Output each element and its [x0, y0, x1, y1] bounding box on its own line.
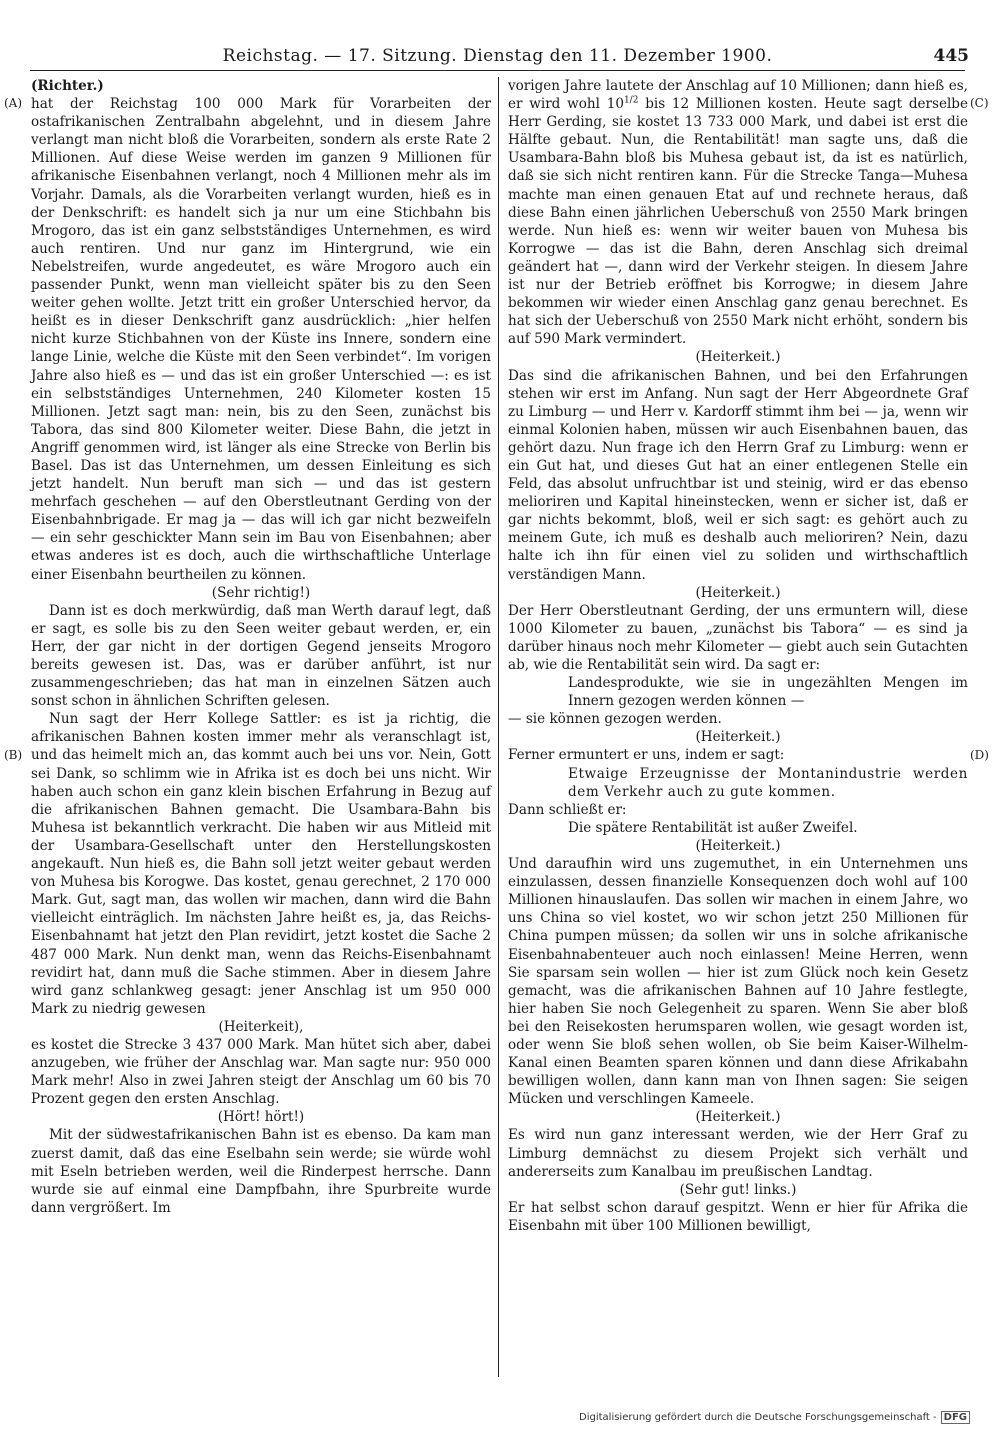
- text-part: bis 12 Millionen kosten. Heute sagt derselbe Herr Gerding, sie kostet 13 733 000 Mark, und dabei ist erst die Hälfte gebaut. Nun, die Rentabilität! man sagte uns, daß die Usambara-Bahn bloß bis Muhesa gebaut ist, da ist es natürlich, daß sie sich nicht rentiren kann. Für die Strecke Tanga—Muhesa machte man einen genauen Etat auf und rechnete heraus, daß diese Bahn einen jährlichen Ueberschuß von 2550 Mark bringen werde. Nun hieß es: wenn wir weiter bauen von Muhesa bis Korrogwe — das ist die Bahn, deren Anschlag sich dreimal geändert hat —, dann wird der Verkehr steigen. In diesem Jahre ist nur der Betrieb eröffnet bis Korrogwe; in diesem Jahre bekommen wir wieder einen Anschlag ganz genau berechnet. Es hat sich der Ueberschuß von 2550 Mark nicht erhöht, sondern bis auf 590 Mark vermindert.: [508, 96, 968, 348]
- margin-marker-b: (B): [4, 748, 23, 762]
- paragraph: Mit der südwestafrikanischen Bahn ist es ebenso. Da kam man zuerst damit, daß das eine Eselbahn sein werde; sie würde wohl mit Eseln betrieben werden, weil die Rinderpest herrsche. Dann wurde sie auf einmal eine Dampfbahn, ihre Spurbreite wurde dann vergrößert. Im: [31, 1127, 491, 1216]
- paragraph: Dann ist es doch merkwürdig, daß man Werth darauf legt, daß er sagt, es solle bis zu den Seen weiter gebaut werden, er, ein Herr, der gar nicht in der dortigen Gegend jenseits Mrogoro bereits gewesen ist. Das, was er darüber anführt, ist nur zusammengeschrieben; das hat man in einzelnen Sätzen auch sonst schon in ähnlichen Schriften gelesen.: [31, 602, 491, 710]
- paragraph: Und daraufhin wird uns zugemuthet, in ein Unternehmen uns einzulassen, dessen finanzielle Konsequenzen doch wohl auf 100 Millionen hinauslaufen. Das sollen wir machen in einem Jahre, wo uns China so viel kostet, wo wir schon jetzt 250 Millionen für China pumpen müssen; da sollen wir uns in solche afrikanische Eisenbahnabenteuer auch noch einlassen! Meine Herren, wenn Sie sparsam sein wollen — hier ist zum Glück noch kein Gesetz gemacht, was die afrikanischen Bahnen auf 10 Jahre festlegte, hier haben Sie noch Gelegenheit zu sparen. Wenn Sie aber bloß bei den Reisekosten herumsparen wollen, wie gesagt worden ist, oder wenn Sie bloß sehen wollen, ob Sie beim Kaiser-Wilhelm-Kanal einen Beamten sparen können und dann diese Afrikabahn bewilligen wollen, dann kann man von Ihnen sagen: Sie seigen Mücken und verschlingen Kameele.: [508, 856, 968, 1108]
- page-number: 445: [933, 46, 969, 66]
- interjection: (Sehr gut! links.): [679, 1181, 797, 1198]
- paragraph: hat der Reichstag 100 000 Mark für Vorarbeiten der ostafrikanischen Zentralbahn abgelehnt, und in diesem Jahre verlangt man nicht bloß die Vorarbeiten, sondern als erste Rate 2 Millionen. Auf diese Weise werden im ganzen 9 Millionen für afrikanische Eisenbahnen verlangt, noch 4 Millionen mehr als im Vorjahr. Damals, als die Vorarbeiten verlangt wurden, hieß es in der Denkschrift: es handelt sich ja nur um eine Stichbahn bis Mrogoro, das ist ein ganz selbstständiges Unternehmen, es wird auch rentiren. Und nur ganz im Hintergrund, wie ein Nebelstreifen, wurde angedeutet, es wäre Mrogoro auch ein passender Punkt, wenn man vielleicht später bis zu den Seen weiter gehen wollte. Jetzt tritt ein großer Unterschied hervor, da heißt es in dieser Denkschrift ganz ausdrücklich: „hier helfen nicht kurze Stichbahnen von der Küste ins Innere, sondern eine lange Linie, welche die Küste mit den Seen verbindet“. Im vorigen Jahre also hieß es — und das ist ein großer Unterschied —: es ist ein selbstständiges Unternehmen, 240 Kilometer kosten 15 Millionen. Jetzt sagt man: nein, bis zu den Seen, zunächst bis Tabora, das sind 800 Kilometer weiter. Diese Bahn, die jetzt in Angriff genommen wird, ist länger als eine Strecke von Berlin bis Basel. Das ist das Unternehmen, um dessen Einleitung es sich jetzt handelt. Nun beruft man sich — und das ist gestern mehrfach geschehen — auf den Oberstleutnant Gerding von der Eisenbahnbrigade. Er mag ja — das will ich gar nicht bezweifeln — ein sehr geschickter Mann sein im Bau von Eisenbahnen; aber etwas anderes ist es doch, auch die wirthschaftliche Unterlage einer Eisenbahn beurtheilen zu können.: [31, 96, 491, 583]
- margin-marker-a: (A): [4, 96, 23, 110]
- speaker-label: (Richter.): [31, 78, 104, 94]
- interjection: (Heiterkeit.): [695, 349, 781, 366]
- text-part: vorigen Jahre lautete der Anschlag auf 10 Millionen; dann hieß es, er wird wohl 10: [508, 78, 968, 113]
- paragraph: Das sind die afrikanischen Bahnen, und bei den Erfahrungen stehen wir erst im Anfang. Nun sagt der Herr Abgeordnete Graf zu Limburg — und Herr v. Kardorff stimmt ihm bei — ja, wenn wir einmal Kolonien haben, müssen wir auch Eisenbahnen bauen, das gehört dazu. Nun frage ich den Herrn Graf zu Limburg: wenn er ein Gut hat, und dieses Gut hat an einer entlegenen Stelle ein Feld, das absolut unfruchtbar ist und steinig, wird er das ebenso melioriren und Kapital hineinstecken, wenn er sicher ist, daß er gar nichts bekommt, bloß, weil er sich sagt: es gehört auch zu meinem Gute, ich muß es deshalb auch melioriren? Nein, dazu halte ich ihn für einen viel zu soliden und wirthschaftlich verständigen Mann.: [508, 367, 968, 583]
- quotation: Die spätere Rentabilität ist außer Zweifel.: [568, 819, 858, 836]
- quotation-continuation: — sie können gezogen werden.: [508, 711, 722, 728]
- quotation: Etwaige Erzeugnisse der Montanindustrie werden dem Verkehr auch zu gute kommen.: [568, 765, 968, 800]
- left-column: [31, 77, 491, 1387]
- paragraph: Ferner ermuntert er uns, indem er sagt:: [508, 747, 785, 764]
- column-divider: [498, 77, 499, 1377]
- interjection: (Hört! hört!): [217, 1109, 305, 1126]
- paragraph: es kostet die Strecke 3 437 000 Mark. Man hütet sich aber, dabei anzugeben, wie früher der Anschlag war. Man sagte nur: 950 000 Mark mehr! Also in zwei Jahren steigt der Anschlag um 60 bis 70 Prozent gegen den ersten Anschlag.: [31, 1036, 491, 1108]
- quotation: Landesprodukte, wie sie in ungezählten Mengen im Innern gezogen werden können —: [568, 675, 968, 710]
- interjection: (Heiterkeit.): [695, 1109, 781, 1126]
- interjection: (Heiterkeit.): [695, 584, 781, 601]
- interjection: (Heiterkeit.): [695, 837, 781, 854]
- paragraph: Er hat selbst schon darauf gespitzt. Wenn er hier für Afrika die Eisenbahn mit über 100 Millionen bewilligt,: [508, 1199, 968, 1234]
- header-title: Reichstag. — 17. Sitzung. Dienstag den 11. Dezember 1900.: [222, 46, 773, 66]
- paragraph: Es wird nun ganz interessant werden, wie der Herr Graf zu Limburg demnächst zu diesem Projekt sich verhält und andererseits zum Kanalbau im preußischen Landtag.: [508, 1127, 968, 1180]
- page-header: [30, 44, 969, 71]
- interjection: (Heiterkeit.): [695, 729, 781, 746]
- paragraph: [508, 77, 968, 348]
- margin-marker-c: (C): [970, 96, 989, 110]
- margin-marker-d: (D): [970, 748, 989, 762]
- paragraph: Der Herr Oberstleutnant Gerding, der uns ermuntern will, diese 1000 Kilometer zu bauen, „zunächst bis Tabora“ — es sind ja darüber hinaus noch mehr Kilometer — giebt auch sein Gutachten ab, wie die Rentabilität sein wird. Da sagt er:: [508, 602, 968, 673]
- interjection: (Heiterkeit),: [218, 1018, 304, 1035]
- interjection: (Sehr richtig!): [211, 584, 311, 601]
- digitization-footer: [579, 1412, 970, 1423]
- fraction: 1/2: [623, 95, 639, 106]
- paragraph: Nun sagt der Herr Kollege Sattler: es ist ja richtig, die afrikanischen Bahnen kosten immer mehr als veranschlagt ist, und das heimelt mich an, das kommt auch bei uns vor. Nein, Gott sei Dank, so schlimm wie in Afrika ist es doch bei uns nicht. Wir haben auch schon ein ganz klein bischen Erfahrung in Bezug auf die afrikanischen Bahnen gemacht. Die Usambara-Bahn bis Muhesa ist bekanntlich verkracht. Die haben wir aus Mitleid mit der Usambara-Gesellschaft unter den Herstellungskosten angekauft. Nun hieß es, die Bahn soll jetzt weiter gebaut werden von Muhesa bis Korogwe. Das kostet, genau gerechnet, 2 170 000 Mark. Gut, sagt man, das wollen wir machen, dann wird die Bahn vielleicht einträglich. Im nächsten Jahre heißt es, ja, das Reichs-Eisenbahnamt hat jetzt den Plan revidirt, jetzt kostet die Sache 2 487 000 Mark. Nun denkt man, wenn das Reichs-Eisenbahnamt revidirt hat, dann muß die Sache stimmen. Aber in diesem Jahre wird ganz schlankweg gesagt: jener Anschlag ist um 950 000 Mark zu niedrig gewesen: [31, 711, 491, 1017]
- dfg-logo: DFG: [941, 1411, 970, 1424]
- paragraph: Dann schließt er:: [508, 801, 627, 818]
- footer-text: Digitalisierung gefördert durch die Deutsche Forschungsgemeinschaft -: [579, 1412, 937, 1423]
- right-column: [508, 77, 968, 1387]
